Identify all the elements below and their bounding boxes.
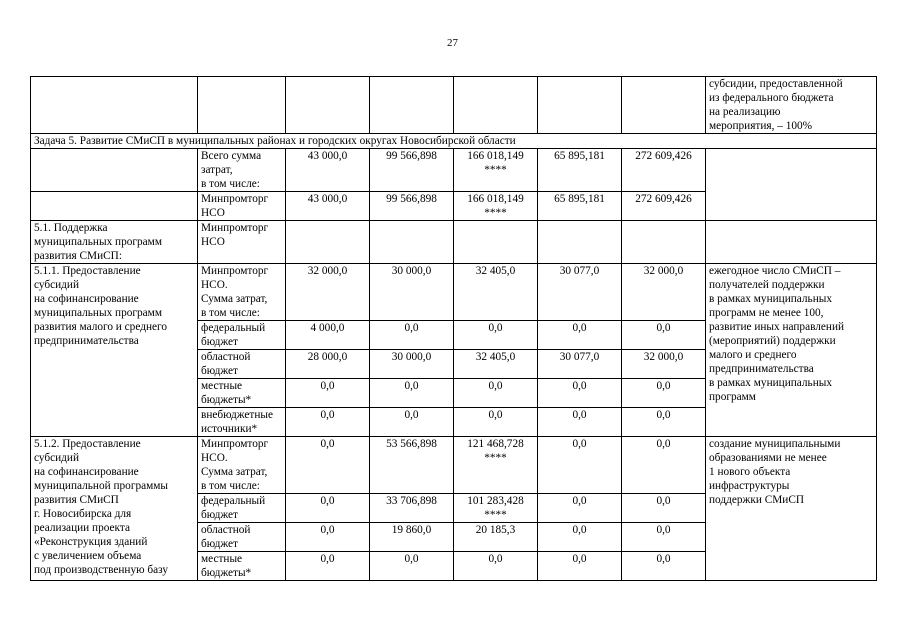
source-cell bbox=[198, 192, 286, 221]
value-cell: 0,0 bbox=[286, 437, 370, 494]
value-cell bbox=[454, 494, 538, 523]
value-cell: 0,0 bbox=[538, 437, 622, 494]
value-cell: 0,0 bbox=[622, 523, 706, 552]
value-cell: 0,0 bbox=[370, 552, 454, 581]
text-line: НСО bbox=[201, 236, 225, 248]
value-cell: 32 000,0 bbox=[622, 264, 706, 321]
text-line: бюджет bbox=[201, 538, 238, 550]
text-line: областной bbox=[201, 351, 251, 363]
text-line: предпринимательства bbox=[709, 363, 814, 375]
table-cell bbox=[286, 77, 370, 134]
text-line: на софинансирование bbox=[34, 293, 139, 305]
measure-name-cell bbox=[31, 264, 198, 437]
value-cell: 0,0 bbox=[538, 379, 622, 408]
table-row bbox=[31, 221, 877, 264]
text-line: 5.1.1. Предоставление bbox=[34, 265, 141, 277]
table-cell bbox=[622, 77, 706, 134]
text-line: федеральный bbox=[201, 495, 266, 507]
value-cell: 65 895,181 bbox=[538, 149, 622, 192]
task-heading: Задача 5. Развитие СМиСП в муниципальных районах и городских округах Новосибирской области bbox=[31, 134, 877, 149]
text-line: 1 нового объекта bbox=[709, 466, 791, 478]
value-cell bbox=[370, 221, 454, 264]
source-cell bbox=[198, 149, 286, 192]
value-text: 101 283,428 bbox=[467, 495, 524, 507]
text-line: «Реконструкция зданий bbox=[34, 536, 148, 548]
footnote-mark: **** bbox=[484, 509, 507, 521]
value-cell: 0,0 bbox=[370, 379, 454, 408]
text-line: в рамках муниципальных bbox=[709, 377, 832, 389]
value-cell: 28 000,0 bbox=[286, 350, 370, 379]
value-cell bbox=[622, 221, 706, 264]
page-number: 27 bbox=[447, 37, 458, 49]
text-line: бюджеты* bbox=[201, 567, 252, 579]
text-line: 5.1.2. Предоставление bbox=[34, 438, 141, 450]
text-line: бюджет bbox=[201, 509, 238, 521]
value-cell: 0,0 bbox=[286, 552, 370, 581]
value-cell: 33 706,898 bbox=[370, 494, 454, 523]
value-cell: 19 860,0 bbox=[370, 523, 454, 552]
source-cell bbox=[198, 552, 286, 581]
value-cell: 99 566,898 bbox=[370, 192, 454, 221]
value-cell: 32 000,0 bbox=[622, 350, 706, 379]
text-line: в том числе: bbox=[201, 480, 260, 492]
text-line: бюджет bbox=[201, 365, 238, 377]
value-cell: 0,0 bbox=[538, 552, 622, 581]
value-cell: 30 077,0 bbox=[538, 350, 622, 379]
text-line: из федерального бюджета bbox=[709, 92, 834, 104]
value-cell bbox=[454, 221, 538, 264]
value-cell: 0,0 bbox=[286, 523, 370, 552]
value-cell: 0,0 bbox=[622, 379, 706, 408]
text-line: федеральный bbox=[201, 322, 266, 334]
table-cell bbox=[31, 77, 198, 134]
table-row bbox=[31, 149, 877, 192]
text-line: развития СМиСП bbox=[34, 494, 119, 506]
value-cell: 0,0 bbox=[454, 552, 538, 581]
value-cell: 0,0 bbox=[538, 523, 622, 552]
value-cell: 272 609,426 bbox=[622, 192, 706, 221]
text-line: образованиями не менее bbox=[709, 452, 827, 464]
value-cell: 99 566,898 bbox=[370, 149, 454, 192]
value-cell: 32 405,0 bbox=[454, 350, 538, 379]
value-cell: 43 000,0 bbox=[286, 149, 370, 192]
table-cell bbox=[538, 77, 622, 134]
text-line: НСО bbox=[201, 207, 225, 219]
text-line: 5.1. Поддержка bbox=[34, 222, 108, 234]
value-cell: 0,0 bbox=[622, 437, 706, 494]
text-line: на реализацию bbox=[709, 106, 781, 118]
text-line: Минпромторг bbox=[201, 193, 269, 205]
footnote-mark: **** bbox=[484, 452, 507, 464]
text-line: инфраструктуры bbox=[709, 480, 790, 492]
text-line: в рамках муниципальных bbox=[709, 293, 832, 305]
text-line: Сумма затрат, bbox=[201, 466, 268, 478]
text-line: Минпромторг bbox=[201, 222, 269, 234]
value-cell: 0,0 bbox=[622, 494, 706, 523]
value-cell: 0,0 bbox=[286, 379, 370, 408]
value-text: 121 468,728 bbox=[467, 438, 524, 450]
text-line: развития СМиСП: bbox=[34, 250, 122, 262]
value-cell: 0,0 bbox=[538, 321, 622, 350]
value-cell: 0,0 bbox=[538, 408, 622, 437]
text-line: программ не менее 100, bbox=[709, 307, 824, 319]
value-cell: 43 000,0 bbox=[286, 192, 370, 221]
text-line: с увеличением объема bbox=[34, 550, 142, 562]
text-line: бюджеты* bbox=[201, 394, 252, 406]
text-line: субсидий bbox=[34, 452, 80, 464]
text-line: муниципальных программ bbox=[34, 307, 162, 319]
table-cell bbox=[31, 192, 198, 221]
text-line: развития малого и среднего bbox=[34, 321, 168, 333]
text-line: Сумма затрат, bbox=[201, 293, 268, 305]
value-cell bbox=[286, 221, 370, 264]
text-line: областной bbox=[201, 524, 251, 536]
text-line: развитие иных направлений bbox=[709, 321, 845, 333]
table-cell bbox=[198, 77, 286, 134]
text-line: в том числе: bbox=[201, 307, 260, 319]
value-cell: 30 000,0 bbox=[370, 264, 454, 321]
text-line: муниципальных программ bbox=[34, 236, 162, 248]
source-cell bbox=[198, 321, 286, 350]
value-cell: 32 405,0 bbox=[454, 264, 538, 321]
table-row bbox=[31, 264, 877, 321]
text-line: Минпромторг bbox=[201, 265, 269, 277]
measures-table bbox=[30, 76, 877, 581]
value-cell: 0,0 bbox=[286, 408, 370, 437]
table-row bbox=[31, 134, 877, 149]
result-cell bbox=[706, 264, 877, 437]
footnote-mark: **** bbox=[484, 207, 507, 219]
text-line: субсидии, предоставленной bbox=[709, 78, 843, 90]
value-cell: 30 077,0 bbox=[538, 264, 622, 321]
table-row bbox=[31, 77, 877, 134]
value-cell: 32 000,0 bbox=[286, 264, 370, 321]
value-text: 166 018,149 bbox=[467, 193, 524, 205]
text-line: программ bbox=[709, 391, 756, 403]
value-text: 166 018,149 bbox=[467, 150, 524, 162]
text-line: реализации проекта bbox=[34, 522, 130, 534]
table-cell bbox=[454, 77, 538, 134]
text-line: НСО. bbox=[201, 279, 228, 291]
value-cell bbox=[454, 192, 538, 221]
value-cell: 272 609,426 bbox=[622, 149, 706, 192]
text-line: бюджет bbox=[201, 336, 238, 348]
text-line: создание муниципальными bbox=[709, 438, 841, 450]
text-line: малого и среднего bbox=[709, 349, 797, 361]
value-cell bbox=[538, 221, 622, 264]
table-row bbox=[31, 437, 877, 494]
table-cell bbox=[31, 149, 198, 192]
value-cell: 0,0 bbox=[622, 408, 706, 437]
text-line: поддержки СМиСП bbox=[709, 494, 805, 506]
value-cell: 65 895,181 bbox=[538, 192, 622, 221]
value-cell bbox=[454, 149, 538, 192]
text-line: внебюджетные bbox=[201, 409, 274, 421]
source-cell bbox=[198, 350, 286, 379]
value-cell: 0,0 bbox=[286, 494, 370, 523]
text-line: НСО. bbox=[201, 452, 228, 464]
text-line: в том числе: bbox=[201, 178, 260, 190]
text-line: ежегодное число СМиСП – bbox=[709, 265, 841, 277]
measure-name-cell bbox=[31, 437, 198, 581]
text-line: муниципальной программы bbox=[34, 480, 169, 492]
value-cell: 0,0 bbox=[370, 321, 454, 350]
value-cell: 0,0 bbox=[454, 321, 538, 350]
result-cell bbox=[706, 77, 877, 134]
value-cell: 30 000,0 bbox=[370, 350, 454, 379]
text-line: мероприятия, – 100% bbox=[709, 120, 813, 132]
value-cell: 4 000,0 bbox=[286, 321, 370, 350]
text-line: предпринимательства bbox=[34, 335, 139, 347]
source-cell bbox=[198, 221, 286, 264]
value-cell: 0,0 bbox=[622, 552, 706, 581]
text-line: местные bbox=[201, 380, 243, 392]
value-cell: 0,0 bbox=[538, 494, 622, 523]
value-cell: 20 185,3 bbox=[454, 523, 538, 552]
text-line: источники* bbox=[201, 423, 258, 435]
text-line: местные bbox=[201, 553, 243, 565]
value-cell: 0,0 bbox=[454, 408, 538, 437]
text-line: затрат, bbox=[201, 164, 233, 176]
source-cell bbox=[198, 408, 286, 437]
measure-name-cell bbox=[31, 221, 198, 264]
source-cell bbox=[198, 264, 286, 321]
result-cell bbox=[706, 149, 877, 221]
result-cell bbox=[706, 437, 877, 581]
text-line: (мероприятий) поддержки bbox=[709, 335, 836, 347]
source-cell bbox=[198, 379, 286, 408]
footnote-mark: **** bbox=[484, 164, 507, 176]
value-cell: 0,0 bbox=[454, 379, 538, 408]
value-cell: 0,0 bbox=[370, 408, 454, 437]
table-cell bbox=[370, 77, 454, 134]
source-cell bbox=[198, 494, 286, 523]
text-line: Минпромторг bbox=[201, 438, 269, 450]
text-line: субсидий bbox=[34, 279, 80, 291]
value-cell bbox=[454, 437, 538, 494]
text-line: под производственную базу bbox=[34, 564, 168, 576]
text-line: Всего сумма bbox=[201, 150, 262, 162]
text-line: получателей поддержки bbox=[709, 279, 825, 291]
text-line: г. Новосибирска для bbox=[34, 508, 132, 520]
source-cell bbox=[198, 437, 286, 494]
value-cell: 53 566,898 bbox=[370, 437, 454, 494]
result-cell bbox=[706, 221, 877, 264]
text-line: на софинансирование bbox=[34, 466, 139, 478]
source-cell bbox=[198, 523, 286, 552]
value-cell: 0,0 bbox=[622, 321, 706, 350]
